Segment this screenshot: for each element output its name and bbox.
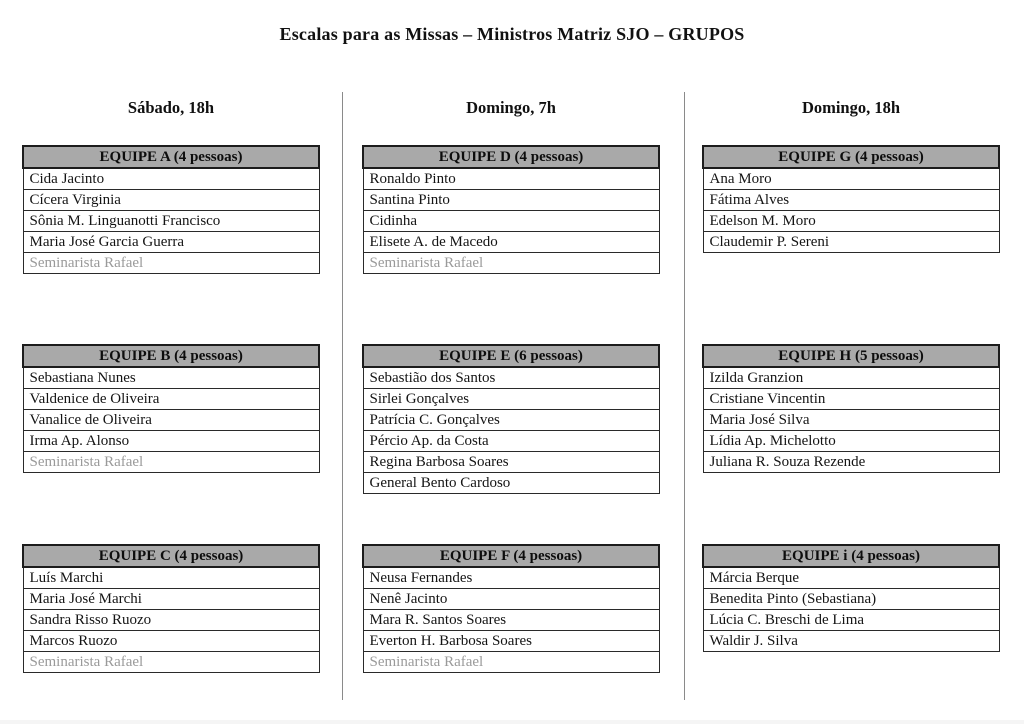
member-row <box>703 190 999 211</box>
member-row <box>363 631 659 652</box>
mass-time-header: Sábado, 18h <box>127 98 215 117</box>
member-row <box>363 253 659 274</box>
mass-column <box>22 0 320 724</box>
member-name: Sirlei Gonçalves <box>363 389 659 410</box>
member-name: Regina Barbosa Soares <box>363 452 659 473</box>
member-name: Sebastião dos Santos <box>363 367 659 389</box>
team-header: EQUIPE A (4 pessoas) <box>23 146 319 168</box>
member-row <box>703 211 999 232</box>
member-row <box>363 190 659 211</box>
member-name: Valdenice de Oliveira <box>23 389 319 410</box>
member-row <box>363 652 659 673</box>
member-name: Irma Ap. Alonso <box>23 431 319 452</box>
member-name: Marcos Ruozo <box>23 631 319 652</box>
team-header: EQUIPE B (4 pessoas) <box>23 345 319 367</box>
mass-column <box>702 0 1000 724</box>
team-table <box>22 544 320 673</box>
member-row <box>23 452 319 473</box>
member-name: Neusa Fernandes <box>363 567 659 589</box>
member-row <box>23 253 319 274</box>
member-row <box>23 410 319 431</box>
team-table-body <box>363 168 659 274</box>
team-header-row <box>363 146 659 168</box>
team-header: EQUIPE F (4 pessoas) <box>363 545 659 567</box>
member-row <box>23 367 319 389</box>
member-row <box>363 168 659 190</box>
member-name: Sebastiana Nunes <box>23 367 319 389</box>
member-row <box>363 431 659 452</box>
member-name: Juliana R. Souza Rezende <box>703 452 999 473</box>
member-name: Elisete A. de Macedo <box>363 232 659 253</box>
member-row <box>703 589 999 610</box>
team-header-row <box>363 545 659 567</box>
member-name: Cristiane Vincentin <box>703 389 999 410</box>
team-table-head <box>363 545 659 567</box>
team-header: EQUIPE E (6 pessoas) <box>363 345 659 367</box>
member-row <box>23 610 319 631</box>
member-name: Sandra Risso Ruozo <box>23 610 319 631</box>
member-name: Waldir J. Silva <box>703 631 999 652</box>
member-row <box>23 589 319 610</box>
member-row <box>23 631 319 652</box>
team-table-head <box>703 545 999 567</box>
member-row <box>363 232 659 253</box>
member-name: Cícera Virginia <box>23 190 319 211</box>
member-name: Seminarista Rafael <box>23 452 319 473</box>
member-row <box>23 211 319 232</box>
team-table-head <box>23 146 319 168</box>
page-bottom-scan-artifact <box>0 720 1024 724</box>
member-row <box>23 232 319 253</box>
member-row <box>23 389 319 410</box>
member-name: Sônia M. Linguanotti Francisco <box>23 211 319 232</box>
team-table <box>362 544 660 673</box>
page-title: Escalas para as Missas – Ministros Matriz SJO – GRUPOS <box>279 24 745 44</box>
member-row <box>703 610 999 631</box>
member-name: Seminarista Rafael <box>363 652 659 673</box>
member-name: Lúcia C. Breschi de Lima <box>703 610 999 631</box>
team-table <box>702 344 1000 473</box>
member-row <box>703 431 999 452</box>
member-name: Izilda Granzion <box>703 367 999 389</box>
member-row <box>363 389 659 410</box>
column-divider-1 <box>342 92 343 700</box>
team-header: EQUIPE G (4 pessoas) <box>703 146 999 168</box>
member-row <box>703 452 999 473</box>
mass-time-header: Domingo, 7h <box>466 98 556 117</box>
member-name: Everton H. Barbosa Soares <box>363 631 659 652</box>
member-name: General Bento Cardoso <box>363 473 659 494</box>
member-row <box>23 168 319 190</box>
member-row <box>23 190 319 211</box>
team-table-body <box>23 367 319 473</box>
member-name: Ronaldo Pinto <box>363 168 659 190</box>
member-name: Fátima Alves <box>703 190 999 211</box>
mass-time-header: Domingo, 18h <box>801 98 901 117</box>
member-row <box>363 452 659 473</box>
column-divider-2 <box>684 92 685 700</box>
team-table <box>22 344 320 473</box>
member-row <box>703 631 999 652</box>
member-name: Seminarista Rafael <box>23 652 319 673</box>
team-table <box>702 145 1000 253</box>
team-table-head <box>363 146 659 168</box>
team-header: EQUIPE i (4 pessoas) <box>703 545 999 567</box>
team-table-head <box>703 345 999 367</box>
member-name: Lídia Ap. Michelotto <box>703 431 999 452</box>
team-header-row <box>23 345 319 367</box>
team-header-row <box>363 345 659 367</box>
member-name: Cidinha <box>363 211 659 232</box>
team-table <box>22 145 320 274</box>
team-header-row <box>23 545 319 567</box>
team-table-head <box>23 545 319 567</box>
member-name: Patrícia C. Gonçalves <box>363 410 659 431</box>
mass-column <box>362 0 660 724</box>
member-row <box>23 431 319 452</box>
member-row <box>703 168 999 190</box>
team-header-row <box>23 146 319 168</box>
team-header: EQUIPE D (4 pessoas) <box>363 146 659 168</box>
team-table-body <box>363 567 659 673</box>
team-table-head <box>703 146 999 168</box>
team-table-body <box>23 168 319 274</box>
member-name: Mara R. Santos Soares <box>363 610 659 631</box>
team-table-body <box>23 567 319 673</box>
team-table <box>362 344 660 494</box>
team-header: EQUIPE H (5 pessoas) <box>703 345 999 367</box>
member-row <box>703 567 999 589</box>
team-table-head <box>363 345 659 367</box>
member-row <box>363 410 659 431</box>
team-table <box>362 145 660 274</box>
team-header-row <box>703 545 999 567</box>
member-name: Cida Jacinto <box>23 168 319 190</box>
member-name: Maria José Garcia Guerra <box>23 232 319 253</box>
member-row <box>703 232 999 253</box>
member-name: Maria José Silva <box>703 410 999 431</box>
member-name: Márcia Berque <box>703 567 999 589</box>
member-name: Benedita Pinto (Sebastiana) <box>703 589 999 610</box>
member-row <box>363 367 659 389</box>
member-row <box>363 473 659 494</box>
member-name: Ana Moro <box>703 168 999 190</box>
member-row <box>363 589 659 610</box>
member-name: Seminarista Rafael <box>363 253 659 274</box>
member-row <box>703 367 999 389</box>
member-row <box>363 567 659 589</box>
member-row <box>363 211 659 232</box>
member-name: Luís Marchi <box>23 567 319 589</box>
member-row <box>703 389 999 410</box>
member-name: Claudemir P. Sereni <box>703 232 999 253</box>
member-row <box>363 610 659 631</box>
team-table-body <box>703 567 999 652</box>
member-name: Santina Pinto <box>363 190 659 211</box>
team-header-row <box>703 146 999 168</box>
member-name: Vanalice de Oliveira <box>23 410 319 431</box>
member-name: Maria José Marchi <box>23 589 319 610</box>
team-table-body <box>703 367 999 473</box>
team-header: EQUIPE C (4 pessoas) <box>23 545 319 567</box>
team-table-body <box>363 367 659 494</box>
member-name: Seminarista Rafael <box>23 253 319 274</box>
member-name: Edelson M. Moro <box>703 211 999 232</box>
member-row <box>23 652 319 673</box>
member-row <box>703 410 999 431</box>
member-name: Pércio Ap. da Costa <box>363 431 659 452</box>
member-name: Nenê Jacinto <box>363 589 659 610</box>
member-row <box>23 567 319 589</box>
team-header-row <box>703 345 999 367</box>
team-table <box>702 544 1000 652</box>
team-table-body <box>703 168 999 253</box>
team-table-head <box>23 345 319 367</box>
